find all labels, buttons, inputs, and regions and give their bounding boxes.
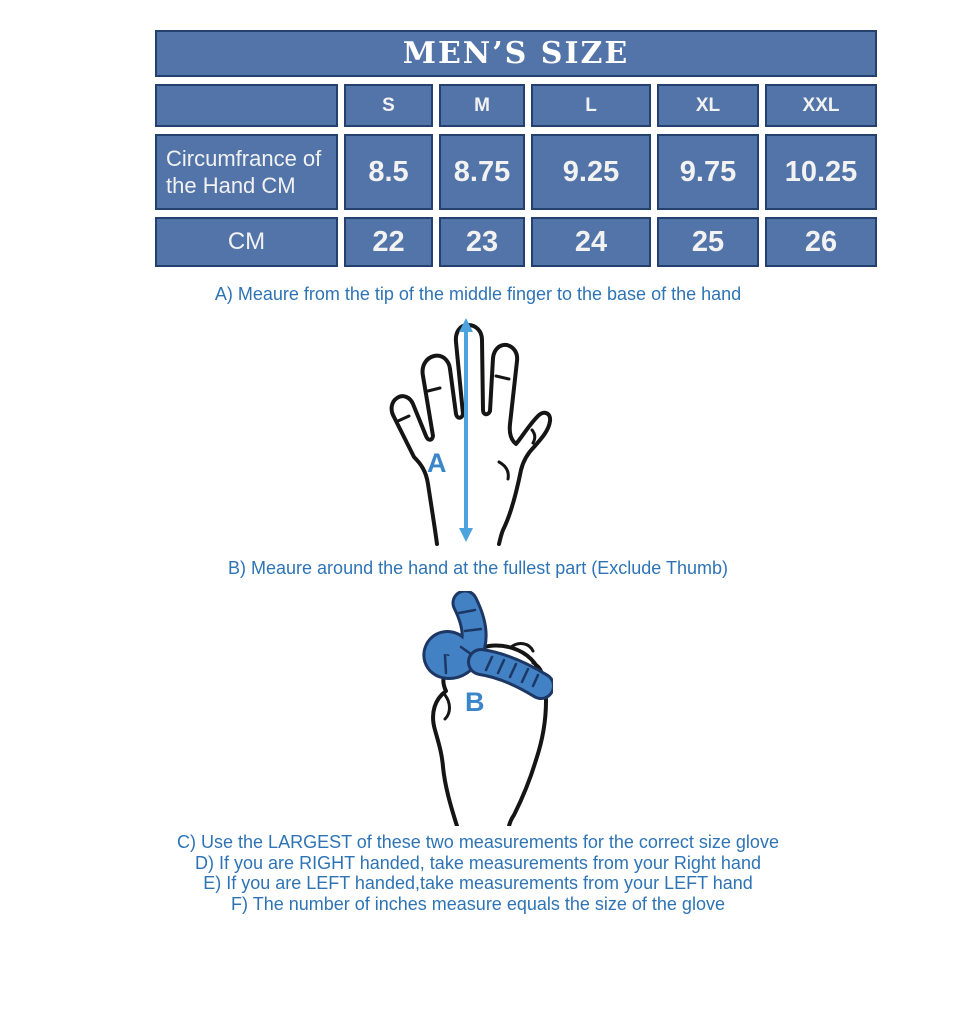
size-col-xl: XL (657, 84, 759, 127)
size-col-s: S (344, 84, 433, 127)
circumference-value-xxl: 10.25 (765, 134, 877, 210)
size-col-xxl: XXL (765, 84, 877, 127)
circumference-value-m: 8.75 (439, 134, 525, 210)
instruction-f: F) The number of inches measure equals the size of the glove (231, 893, 725, 914)
size-col-l: L (531, 84, 651, 127)
cm-value-s: 22 (344, 217, 433, 267)
cm-value-xl: 25 (657, 217, 759, 267)
circumference-value-s: 8.5 (344, 134, 433, 210)
circumference-value-l: 9.25 (531, 134, 651, 210)
row-label-cm: CM (155, 217, 338, 267)
hand-length-figure (383, 314, 553, 546)
instruction-a: A) Meaure from the tip of the middle finger to the base of the hand (214, 284, 742, 304)
instruction-e: E) If you are LEFT handed,take measurements from your LEFT hand (203, 873, 753, 893)
corner-cell (155, 84, 338, 127)
instruction-d: D) If you are RIGHT handed, take measurements from your Right hand (195, 852, 761, 873)
instruction-c: C) Use the LARGEST of these two measurements for the correct size glove (177, 832, 779, 852)
cm-value-xxl: 26 (765, 217, 877, 267)
instructions-c-f (0, 832, 956, 914)
row-label-circumference: Circumfrance of the Hand CM (155, 134, 338, 210)
cm-value-m: 23 (439, 217, 525, 267)
table-title: MEN’S SIZE (155, 30, 877, 77)
cm-value-l: 24 (531, 217, 651, 267)
size-table (155, 30, 877, 267)
instruction-b: B) Meaure around the hand at the fullest part (Exclude Thumb) (228, 558, 728, 578)
size-col-m: M (439, 84, 525, 127)
figure-b-label: B (465, 687, 485, 717)
figure-a-label: A (427, 448, 447, 478)
open-hand-outline (392, 325, 550, 544)
hand-circumference-figure (393, 591, 553, 826)
circumference-value-xl: 9.75 (657, 134, 759, 210)
